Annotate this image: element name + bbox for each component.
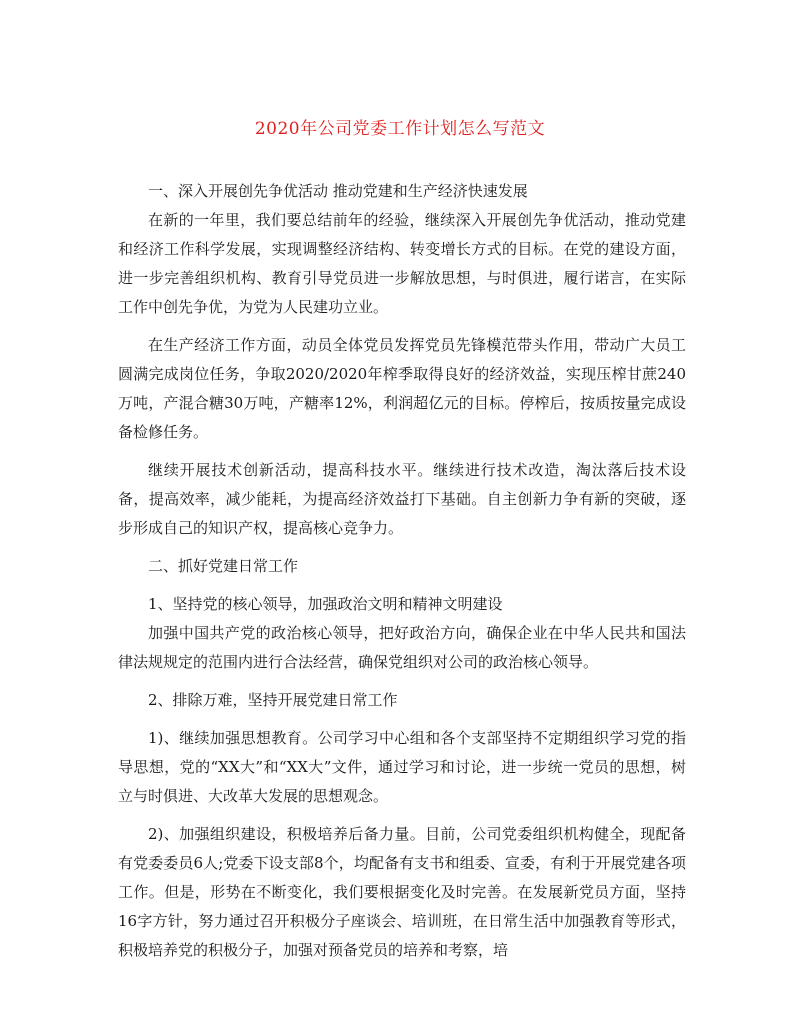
subsection-heading-1: 1、坚持党的核心领导，加强政治文明和精神文明建设 [148, 595, 503, 613]
paragraph: 2)、加强组织建设，积极培养后备力量。目前，公司党委组织机构健全，现配备有党委委员6人;党委下设支部8个，均配备有支书和组委、宣委，有利于开展党建各项工作。但是，形势在不断变化，我们要根据变化及时完善。在发展新党员方面，坚持16字方针，努力通过召开积极分子座谈会、培训班，在日常生活中加强教育等形式，积极培养党的积极分子，加强对预备党员的培养和考察，培 [118, 825, 686, 959]
paragraph: 1)、继续加强思想教育。公司学习中心组和各个支部坚持不定期组织学习党的指导思想，党的“XX大”和“XX大”文件，通过学习和讨论，进一步统一党员的思想，树立与时俱进、大改革大发展的思想观念。 [118, 729, 686, 805]
paragraph: 在新的一年里，我们要总结前年的经验，继续深入开展创先争优活动，推动党建和经济工作科学发展，实现调整经济结构、转变增长方式的目标。在党的建设方面，进一步完善组织机构、教育引导党员进一步解放思想，与时俱进，履行诺言，在实际工作中创先争优，为党为人民建功立业。 [118, 211, 686, 316]
document-title: 2020年公司党委工作计划怎么写范文 [254, 119, 546, 139]
document-body [118, 177, 686, 965]
section-heading-2: 二、抓好党建日常工作 [148, 557, 299, 575]
section-heading-1: 一、深入开展创先争优活动 推动党建和生产经济快速发展 [148, 182, 528, 200]
paragraph: 继续开展技术创新活动，提高科技水平。继续进行技术改造，淘汰落后技术设备，提高效率，减少能耗，为提高经济效益打下基础。自主创新力争有新的突破，逐步形成自己的知识产权，提高核心竞争力。 [118, 461, 686, 537]
paragraph: 加强中国共产党的政治核心领导，把好政治方向，确保企业在中华人民共和国法律法规规定的范围内进行合法经营，确保党组织对公司的政治核心领导。 [118, 624, 686, 671]
paragraph: 在生产经济工作方面，动员全体党员发挥党员先锋模范带头作用，带动广大员工圆满完成岗位任务，争取2020/2020年榨季取得良好的经济效益，实现压榨甘蔗240万吨，产混合糖30万吨，产糖率12%，利润超亿元的目标。停榨后，按质按量完成设备检修任务。 [118, 336, 686, 441]
subsection-heading-2: 2、排除万难，坚持开展党建日常工作 [148, 691, 398, 709]
